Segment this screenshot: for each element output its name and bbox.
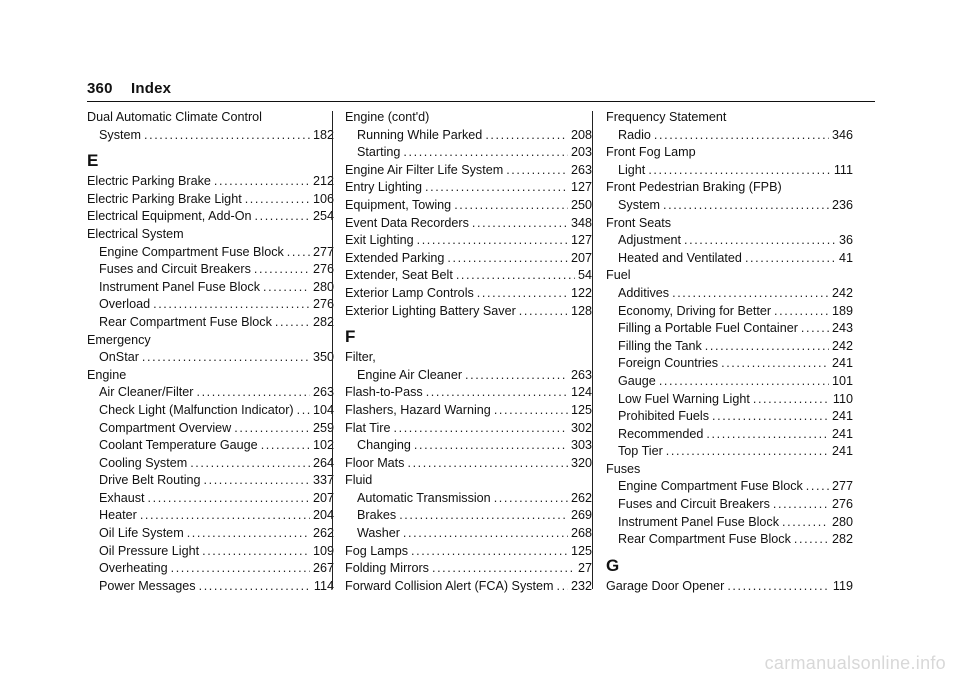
dot-leader — [153, 296, 310, 314]
entry-term: Brakes — [357, 508, 397, 523]
index-entry — [87, 173, 334, 191]
dot-leader — [254, 261, 310, 279]
dot-leader — [275, 314, 310, 332]
entry-term: Fuses and Circuit Breakers — [618, 497, 770, 512]
entry-term: Automatic Transmission — [357, 490, 491, 505]
entry-page-number: 263 — [312, 385, 334, 400]
entry-page-number: 189 — [831, 303, 853, 318]
entry-page-number: 276 — [831, 497, 853, 512]
entry-term: Prohibited Fuels — [618, 409, 710, 424]
entry-page-number: 280 — [831, 514, 853, 529]
entry-page-number: 127 — [570, 233, 592, 248]
dot-leader — [806, 478, 829, 496]
index-subentry — [87, 127, 334, 145]
entry-term: Instrument Panel Fuse Block — [99, 279, 260, 294]
dot-leader — [801, 320, 829, 338]
entry-page-number: 36 — [838, 233, 853, 248]
entry-page-number: 303 — [570, 438, 592, 453]
dot-leader — [706, 426, 829, 444]
entry-page-number: 241 — [831, 444, 853, 459]
index-subentry — [87, 402, 334, 420]
dot-leader — [417, 232, 568, 250]
index-entry — [345, 250, 592, 268]
entry-term: Running While Parked — [357, 127, 483, 142]
entry-page-number: 114 — [313, 578, 334, 593]
entry-page-number: 280 — [312, 279, 334, 294]
page-number: 360 — [87, 80, 113, 97]
index-subentry — [345, 127, 592, 145]
entry-page-number: 242 — [831, 338, 853, 353]
entry-page-number: 124 — [570, 385, 592, 400]
dot-leader — [465, 367, 568, 385]
index-heading: Engine — [87, 367, 127, 382]
entry-page-number: 27 — [577, 561, 592, 576]
entry-term: Engine Compartment Fuse Block — [618, 479, 803, 494]
index-entry — [87, 191, 334, 209]
index-subentry — [345, 437, 592, 455]
entry-page-number: 262 — [312, 526, 334, 541]
entry-term: Fuses and Circuit Breakers — [99, 262, 251, 277]
entry-page-number: 236 — [831, 197, 853, 212]
dot-leader — [425, 179, 568, 197]
entry-page-number: 242 — [831, 285, 853, 300]
dot-leader — [654, 127, 829, 145]
index-subentry — [87, 420, 334, 438]
entry-page-number: 263 — [570, 367, 592, 382]
entry-page-number: 203 — [570, 145, 592, 160]
dot-leader — [472, 215, 568, 233]
entry-term: Floor Mats — [345, 455, 405, 470]
index-subentry — [87, 455, 334, 473]
entry-term: Power Messages — [99, 578, 196, 593]
dot-leader — [672, 285, 829, 303]
dot-leader — [494, 490, 568, 508]
index-heading: Front Seats — [606, 215, 672, 230]
entry-term: Equipment, Towing — [345, 197, 452, 212]
index-subentry — [87, 490, 334, 508]
dot-leader — [245, 191, 310, 209]
entry-term: Additives — [618, 285, 670, 300]
entry-term: Exhaust — [99, 490, 145, 505]
index-subentry — [87, 296, 334, 314]
index-subentry — [606, 338, 853, 356]
dot-leader — [140, 507, 310, 525]
entry-page-number: 110 — [832, 391, 853, 406]
entry-term: Oil Pressure Light — [99, 543, 200, 558]
entry-page-number: 204 — [312, 508, 334, 523]
dot-leader — [414, 437, 568, 455]
dot-leader — [456, 267, 575, 285]
entry-page-number: 241 — [831, 426, 853, 441]
entry-term: Overload — [99, 297, 151, 312]
dot-leader — [196, 384, 310, 402]
dot-leader — [202, 543, 310, 561]
dot-leader — [432, 560, 575, 578]
index-subentry — [87, 507, 334, 525]
entry-term: Event Data Recorders — [345, 215, 469, 230]
index-subentry — [606, 531, 853, 549]
dot-leader — [506, 162, 568, 180]
entry-term: Entry Lighting — [345, 180, 423, 195]
entry-term: Drive Belt Routing — [99, 473, 201, 488]
index-heading: Front Fog Lamp — [606, 145, 696, 160]
index-entry — [606, 578, 853, 596]
entry-page-number: 276 — [312, 262, 334, 277]
index-subentry — [87, 578, 334, 596]
index-subentry — [606, 496, 853, 514]
index-subentry — [87, 560, 334, 578]
index-column-3 — [606, 109, 853, 595]
entry-term: Low Fuel Warning Light — [618, 391, 750, 406]
index-subentry — [87, 472, 334, 490]
dot-leader — [142, 349, 310, 367]
page-title: Index — [131, 80, 172, 97]
dot-leader — [705, 338, 829, 356]
entry-term: Top Tier — [618, 444, 663, 459]
entry-term: OnStar — [99, 350, 139, 365]
index-subentry — [87, 437, 334, 455]
entry-page-number: 267 — [312, 561, 334, 576]
dot-leader — [263, 279, 310, 297]
index-entry — [345, 420, 592, 438]
entry-page-number: 264 — [312, 455, 334, 470]
entry-term: Exterior Lamp Controls — [345, 285, 474, 300]
index-subentry — [87, 384, 334, 402]
index-entry — [345, 455, 592, 473]
entry-page-number: 232 — [570, 578, 592, 593]
entry-term: Filling a Portable Fuel Container — [618, 321, 798, 336]
entry-page-number: 254 — [312, 209, 334, 224]
index-subentry — [606, 408, 853, 426]
entry-page-number: 104 — [312, 402, 334, 417]
entry-page-number: 262 — [570, 490, 592, 505]
entry-term: Coolant Temperature Gauge — [99, 438, 258, 453]
entry-term: Overheating — [99, 561, 168, 576]
entry-term: Heater — [99, 508, 137, 523]
dot-leader — [411, 543, 568, 561]
index-subentry — [345, 507, 592, 525]
dot-leader — [454, 197, 568, 215]
index-heading: Fuel — [606, 268, 631, 283]
entry-term: Folding Mirrors — [345, 561, 429, 576]
entry-term: Radio — [618, 127, 651, 142]
dot-leader — [794, 531, 829, 549]
entry-term: Washer — [357, 526, 400, 541]
entry-term: Oil Life System — [99, 526, 184, 541]
entry-term: System — [99, 127, 141, 142]
entry-term: Forward Collision Alert (FCA) System — [345, 578, 554, 593]
entry-page-number: 259 — [312, 420, 334, 435]
index-subentry — [87, 543, 334, 561]
entry-page-number: 282 — [312, 314, 334, 329]
dot-leader — [447, 250, 568, 268]
entry-term: Filling the Tank — [618, 338, 702, 353]
index-subentry — [345, 490, 592, 508]
entry-page-number: 122 — [570, 285, 592, 300]
entry-page-number: 241 — [831, 409, 853, 424]
index-entry — [345, 232, 592, 250]
entry-term: Gauge — [618, 373, 656, 388]
dot-leader — [557, 578, 568, 596]
dot-leader — [297, 402, 310, 420]
entry-term: Air Cleaner/Filter — [99, 385, 194, 400]
index-subentry — [606, 197, 853, 215]
column-divider — [332, 111, 333, 589]
index-heading: Fluid — [345, 473, 373, 488]
index-heading: Engine (cont'd) — [345, 110, 430, 124]
entry-page-number: 207 — [570, 250, 592, 265]
index-entry — [345, 285, 592, 303]
entry-page-number: 41 — [838, 250, 853, 265]
index-heading: Dual Automatic Climate Control — [87, 110, 262, 124]
entry-term: Changing — [357, 438, 411, 453]
entry-page-number: 102 — [312, 438, 334, 453]
index-subentry — [87, 261, 334, 279]
entry-page-number: 212 — [312, 174, 334, 189]
entry-page-number: 243 — [831, 321, 853, 336]
entry-term: Electric Parking Brake — [87, 174, 211, 189]
entry-term: Garage Door Opener — [606, 578, 725, 593]
dot-leader — [255, 208, 310, 226]
index-heading: Electrical System — [87, 226, 184, 241]
entry-page-number: 182 — [312, 127, 334, 142]
index-subentry — [606, 303, 853, 321]
index-subentry — [606, 232, 853, 250]
entry-page-number: 277 — [312, 244, 334, 259]
entry-page-number: 263 — [570, 162, 592, 177]
index-entry — [345, 402, 592, 420]
index-subentry — [606, 373, 853, 391]
index-entry — [345, 543, 592, 561]
dot-leader — [144, 127, 310, 145]
entry-page-number: 277 — [831, 479, 853, 494]
entry-term: Rear Compartment Fuse Block — [618, 532, 791, 547]
watermark: carmanualsonline.info — [764, 653, 946, 673]
entry-page-number: 54 — [577, 268, 592, 283]
entry-page-number: 348 — [570, 215, 592, 230]
entry-term: Extender, Seat Belt — [345, 268, 453, 283]
dot-leader — [426, 384, 568, 402]
dot-leader — [745, 250, 836, 268]
index-entry — [345, 560, 592, 578]
entry-term: Cooling System — [99, 455, 188, 470]
entry-term: Rear Compartment Fuse Block — [99, 314, 272, 329]
entry-page-number: 111 — [833, 162, 853, 177]
entry-page-number: 250 — [570, 197, 592, 212]
entry-page-number: 241 — [831, 356, 853, 371]
entry-term: Compartment Overview — [99, 420, 232, 435]
dot-leader — [394, 420, 568, 438]
entry-term: Exterior Lighting Battery Saver — [345, 303, 516, 318]
index-subentry — [606, 127, 853, 145]
entry-page-number: 302 — [570, 420, 592, 435]
entry-page-number: 208 — [570, 127, 592, 142]
dot-leader — [659, 373, 829, 391]
entry-page-number: 276 — [312, 297, 334, 312]
entry-term: Instrument Panel Fuse Block — [618, 514, 779, 529]
dot-leader — [199, 578, 311, 596]
index-subentry — [606, 426, 853, 444]
index-subentry — [606, 320, 853, 338]
dot-leader — [261, 437, 310, 455]
index-subentry — [606, 355, 853, 373]
entry-page-number: 268 — [570, 526, 592, 541]
index-heading: Emergency — [87, 332, 151, 347]
index-subentry — [606, 250, 853, 268]
index-entry — [87, 208, 334, 226]
dot-leader — [494, 402, 568, 420]
entry-page-number: 119 — [832, 578, 853, 593]
dot-leader — [773, 496, 829, 514]
entry-term: Engine Air Filter Life System — [345, 162, 504, 177]
index-section-letter: E — [87, 151, 99, 171]
index-subentry — [345, 525, 592, 543]
index-heading: Fuses — [606, 461, 641, 476]
index-heading: Frequency Statement — [606, 110, 727, 124]
index-entry — [345, 162, 592, 180]
index-subentry — [606, 478, 853, 496]
index-subentry — [606, 285, 853, 303]
entry-term: Flashers, Hazard Warning — [345, 402, 491, 417]
index-column-1 — [87, 109, 334, 595]
entry-page-number: 125 — [570, 543, 592, 558]
entry-page-number: 337 — [312, 473, 334, 488]
column-divider — [592, 111, 593, 589]
entry-term: Flash-to-Pass — [345, 385, 423, 400]
index-subentry — [606, 162, 853, 180]
entry-term: System — [618, 197, 660, 212]
dot-leader — [214, 173, 310, 191]
dot-leader — [190, 455, 310, 473]
entry-term: Heated and Ventilated — [618, 250, 742, 265]
entry-term: Extended Parking — [345, 250, 445, 265]
header-rule — [87, 101, 875, 102]
entry-term: Check Light (Malfunction Indicator) — [99, 402, 294, 417]
dot-leader — [712, 408, 829, 426]
index-heading: Front Pedestrian Braking (FPB) — [606, 180, 782, 195]
dot-leader — [399, 507, 568, 525]
entry-page-number: 106 — [312, 191, 334, 206]
index-subentry — [606, 514, 853, 532]
entry-term: Economy, Driving for Better — [618, 303, 772, 318]
entry-term: Foreign Countries — [618, 356, 719, 371]
index-subentry — [87, 314, 334, 332]
index-subentry — [345, 144, 592, 162]
dot-leader — [782, 514, 829, 532]
entry-page-number: 127 — [570, 180, 592, 195]
entry-term: Adjustment — [618, 233, 681, 248]
index-entry — [345, 578, 592, 596]
dot-leader — [485, 127, 568, 145]
index-column-2 — [345, 109, 592, 595]
dot-leader — [774, 303, 829, 321]
index-subentry — [87, 279, 334, 297]
dot-leader — [648, 162, 831, 180]
dot-leader — [477, 285, 568, 303]
index-entry — [345, 384, 592, 402]
entry-term: Flat Tire — [345, 420, 391, 435]
index-subentry — [87, 349, 334, 367]
dot-leader — [287, 244, 310, 262]
entry-page-number: 101 — [831, 373, 853, 388]
dot-leader — [519, 303, 568, 321]
index-subentry — [606, 391, 853, 409]
entry-page-number: 350 — [312, 350, 334, 365]
dot-leader — [234, 420, 310, 438]
index-entry — [345, 267, 592, 285]
entry-term: Starting — [357, 145, 401, 160]
entry-page-number: 128 — [570, 303, 592, 318]
entry-term: Recommended — [618, 426, 704, 441]
dot-leader — [171, 560, 310, 578]
dot-leader — [403, 525, 568, 543]
dot-leader — [684, 232, 836, 250]
dot-leader — [148, 490, 310, 508]
entry-term: Light — [618, 162, 646, 177]
index-entry — [345, 179, 592, 197]
index-subentry — [87, 244, 334, 262]
dot-leader — [187, 525, 310, 543]
entry-term: Engine Compartment Fuse Block — [99, 244, 284, 259]
index-entry — [345, 197, 592, 215]
dot-leader — [403, 144, 568, 162]
dot-leader — [727, 578, 830, 596]
dot-leader — [407, 455, 568, 473]
index-subentry — [345, 367, 592, 385]
entry-term: Fog Lamps — [345, 543, 408, 558]
entry-page-number: 320 — [570, 455, 592, 470]
dot-leader — [666, 443, 829, 461]
index-subentry — [606, 443, 853, 461]
page-header — [87, 80, 171, 97]
dot-leader — [721, 355, 829, 373]
index-entry — [345, 303, 592, 321]
entry-term: Engine Air Cleaner — [357, 367, 463, 382]
dot-leader — [663, 197, 829, 215]
dot-leader — [753, 391, 830, 409]
entry-page-number: 125 — [570, 402, 592, 417]
entry-page-number: 346 — [831, 127, 853, 142]
entry-page-number: 269 — [570, 508, 592, 523]
index-section-letter: G — [606, 555, 620, 575]
index-section-letter: F — [345, 327, 356, 347]
dot-leader — [204, 472, 310, 490]
entry-term: Electrical Equipment, Add-On — [87, 209, 252, 224]
index-entry — [345, 215, 592, 233]
entry-page-number: 207 — [312, 490, 334, 505]
index-subentry — [87, 525, 334, 543]
entry-term: Electric Parking Brake Light — [87, 191, 242, 206]
index-heading: Filter, — [345, 350, 376, 365]
entry-page-number: 109 — [312, 543, 334, 558]
entry-term: Exit Lighting — [345, 233, 414, 248]
entry-page-number: 282 — [831, 532, 853, 547]
